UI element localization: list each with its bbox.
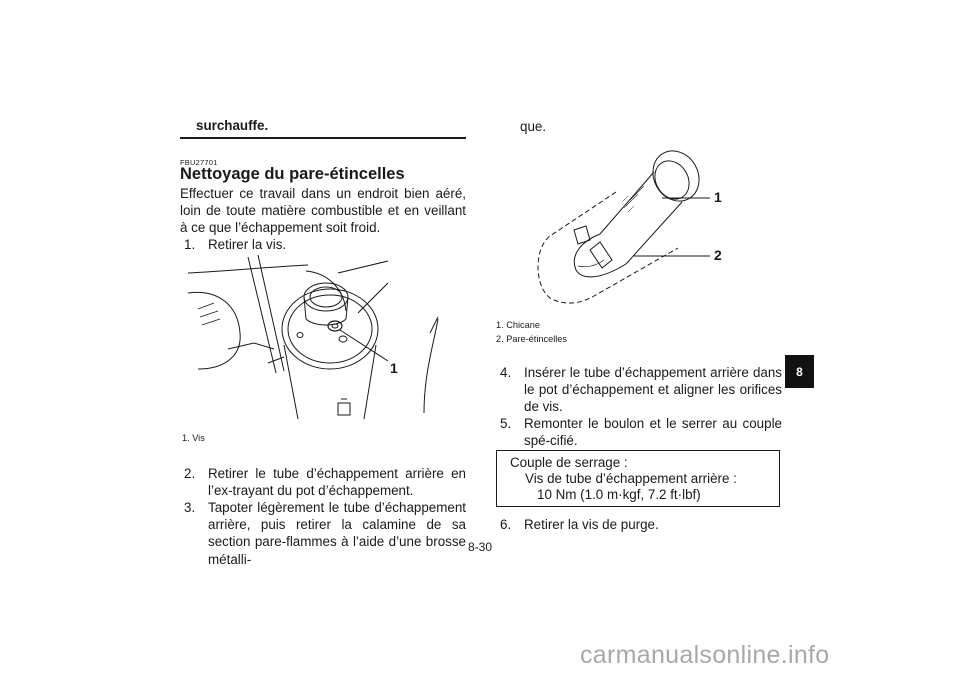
- figure2-caption-2: 2. Pare-étincelles: [496, 334, 567, 344]
- section-title: Nettoyage du pare-étincelles: [180, 165, 405, 183]
- step-number: 6.: [500, 517, 512, 532]
- step-2: [184, 465, 466, 499]
- step-number: 1.: [184, 237, 196, 252]
- exhaust-tube-figure: [530, 146, 730, 306]
- figure2-caption-1: 1. Chicane: [496, 320, 540, 330]
- torque-title: Couple de serrage :: [510, 455, 628, 470]
- muffler-screw-figure: [188, 253, 448, 421]
- chapter-tab: 8: [785, 355, 814, 388]
- step-number: 5.: [500, 416, 512, 431]
- callout-1: 1: [390, 360, 398, 376]
- torque-spec-box: [496, 450, 780, 507]
- step-4: [500, 364, 782, 416]
- watermark: carmanualsonline.info: [580, 641, 830, 669]
- step-number: 4.: [500, 365, 512, 380]
- step-text: Remonter le boulon et le serrer au couple spé-cifié.: [524, 416, 782, 449]
- continued-text: surchauffe.: [196, 118, 269, 133]
- step-1: [184, 236, 466, 253]
- step-text: Retirer le tube d’échappement arrière en l’ex-trayant du pot d’échappement.: [208, 466, 466, 499]
- step-6: [500, 516, 782, 533]
- page-number: 8-30: [468, 540, 493, 554]
- callout-2: 2: [714, 247, 722, 263]
- step-3-continued: que.: [520, 119, 547, 134]
- torque-item: Vis de tube d’échappement arrière :: [525, 471, 737, 486]
- doc-code: FBU27701: [180, 158, 218, 167]
- step-text: Retirer la vis.: [208, 237, 287, 252]
- torque-value: 10 Nm (1.0 m·kgf, 7.2 ft·lbf): [537, 487, 701, 502]
- divider-rule: [180, 137, 466, 139]
- step-text: Insérer le tube d’échappement arrière dans le pot d’échappement et aligner les orifices de vis.: [524, 365, 782, 415]
- step-3: [184, 499, 466, 568]
- step-text: Retirer la vis de purge.: [524, 517, 659, 532]
- step-5: [500, 415, 782, 449]
- callout-1: 1: [714, 189, 722, 205]
- intro-paragraph: Effectuer ce travail dans un endroit bien aéré, loin de toute matière combustible et en veillant à ce que l’échappement soit froid.: [180, 186, 466, 236]
- step-number: 2.: [184, 466, 196, 481]
- step-number: 3.: [184, 500, 196, 515]
- figure1-caption: 1. Vis: [182, 433, 205, 443]
- step-text: Tapoter légèrement le tube d’échappement arrière, puis retirer la calamine de sa section pare-flammes à l’aide d’une brosse métalli-: [208, 500, 466, 567]
